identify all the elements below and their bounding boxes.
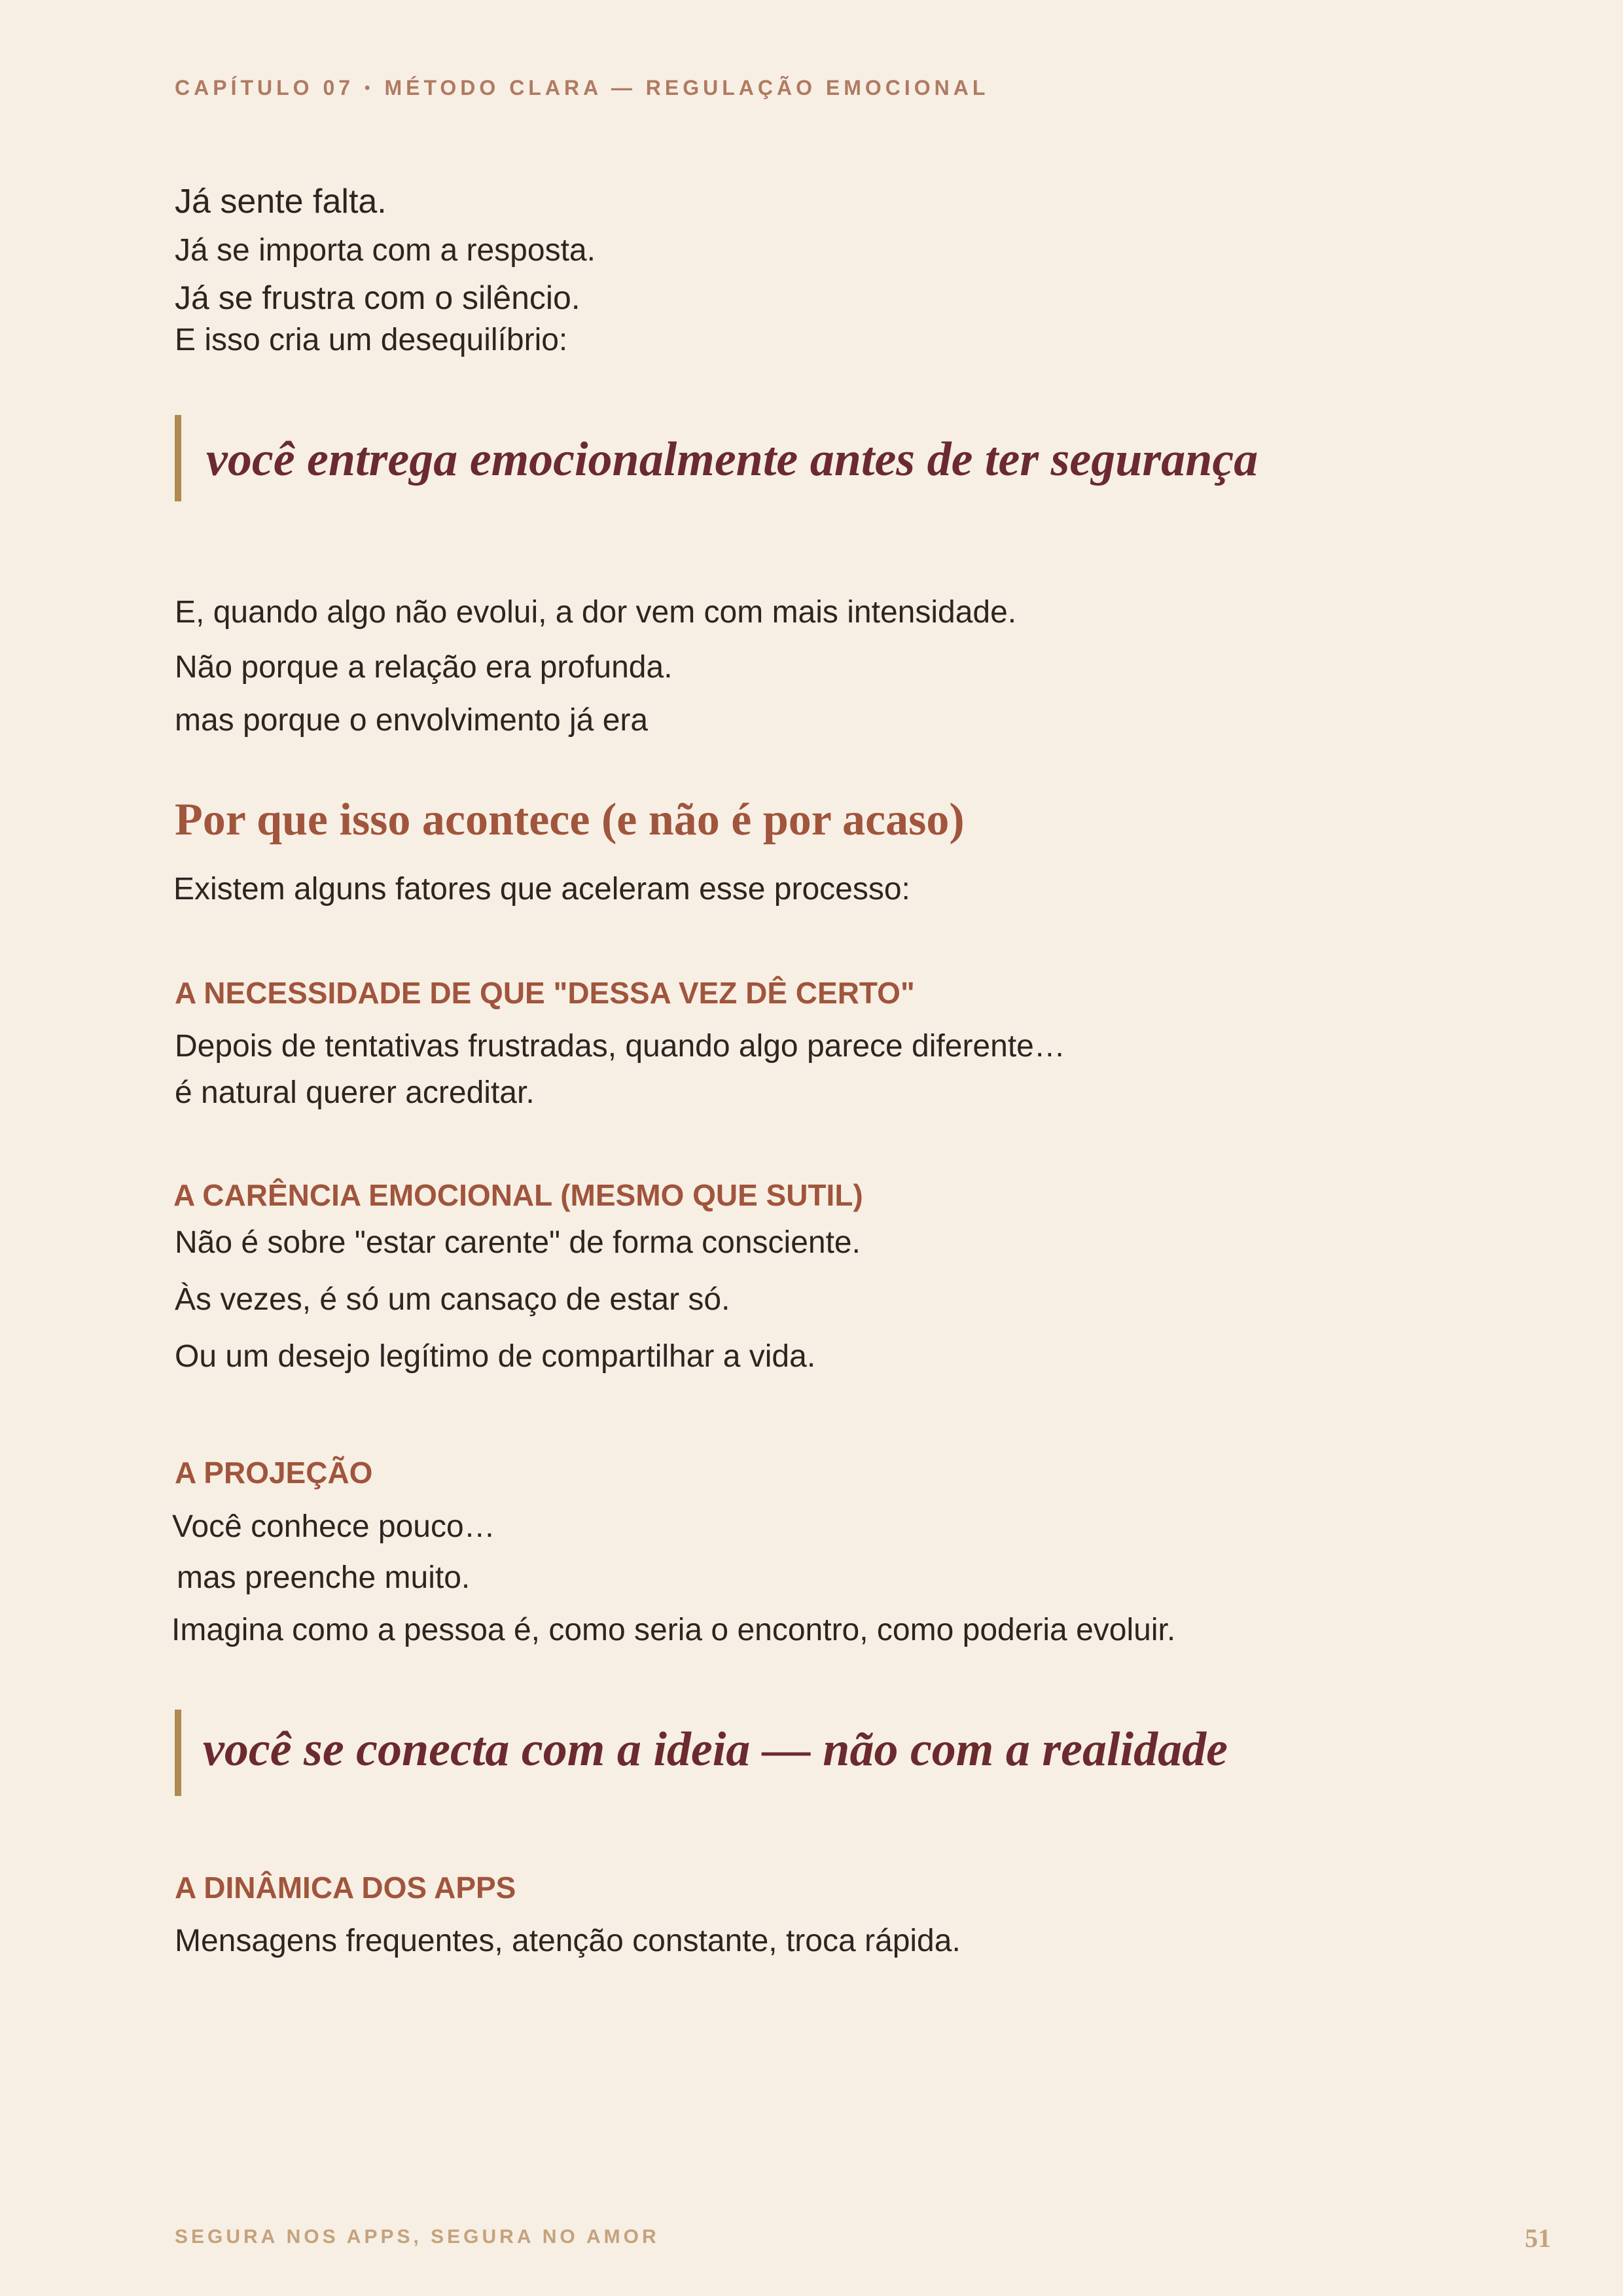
footer-book-title: SEGURA NOS APPS, SEGURA NO AMOR — [175, 2226, 660, 2248]
section-intro: Existem alguns fatores que aceleram esse processo: — [173, 872, 910, 906]
subheading: A NECESSIDADE DE QUE "DESSA VEZ DÊ CERTO" — [175, 976, 915, 1010]
chapter-label: CAPÍTULO 07 — [175, 76, 355, 99]
paragraph-line: Imagina como a pessoa é, como seria o encontro, como poderia evoluir. — [171, 1613, 1176, 1647]
paragraph-line: Você conhece pouco… — [172, 1509, 495, 1544]
intro-line-2: Já se importa com a resposta. — [175, 233, 596, 268]
pull-quote: você se conecta com a ideia — não com a realidade — [203, 1723, 1228, 1776]
paragraph-line: E, quando algo não evolui, a dor vem com mais intensidade. — [175, 595, 1017, 630]
paragraph-line: Não é sobre "estar carente" de forma consciente. — [175, 1225, 861, 1260]
paragraph-line: mas preenche muito. — [177, 1560, 471, 1595]
intro-line-3: Já se frustra com o silêncio. — [175, 279, 580, 316]
page-number: 51 — [1525, 2223, 1551, 2253]
section-title: Por que isso acontece (e não é por acaso) — [175, 795, 965, 845]
quote-accent-bar — [175, 1710, 181, 1796]
paragraph-line: Às vezes, é só um cansaço de estar só. — [175, 1282, 730, 1317]
paragraph-line: mas porque o envolvimento já era — [175, 703, 649, 738]
subheading: A DINÂMICA DOS APPS — [175, 1871, 516, 1905]
pull-quote: você entrega emocionalmente antes de ter segurança — [206, 433, 1258, 486]
subheading: A CARÊNCIA EMOCIONAL (MESMO QUE SUTIL) — [173, 1178, 863, 1212]
paragraph-line: Depois de tentativas frustradas, quando algo parece diferente… — [175, 1029, 1065, 1064]
running-header — [175, 76, 989, 100]
subheading: A PROJEÇÃO — [175, 1456, 373, 1490]
paragraph-line: Não porque a relação era profunda. — [175, 650, 673, 685]
quote-accent-bar — [175, 415, 181, 501]
intro-line-1: Já sente falta. — [175, 183, 387, 221]
paragraph-line: é natural querer acreditar. — [175, 1075, 535, 1110]
intro-line-4: E isso cria um desequilíbrio: — [175, 323, 568, 357]
paragraph-line: Mensagens frequentes, atenção constante, troca rápida. — [175, 1924, 961, 1958]
header-separator: • — [365, 79, 374, 97]
chapter-topic: MÉTODO CLARA — REGULAÇÃO EMOCIONAL — [384, 76, 990, 99]
paragraph-line: Ou um desejo legítimo de compartilhar a vida. — [175, 1339, 816, 1374]
